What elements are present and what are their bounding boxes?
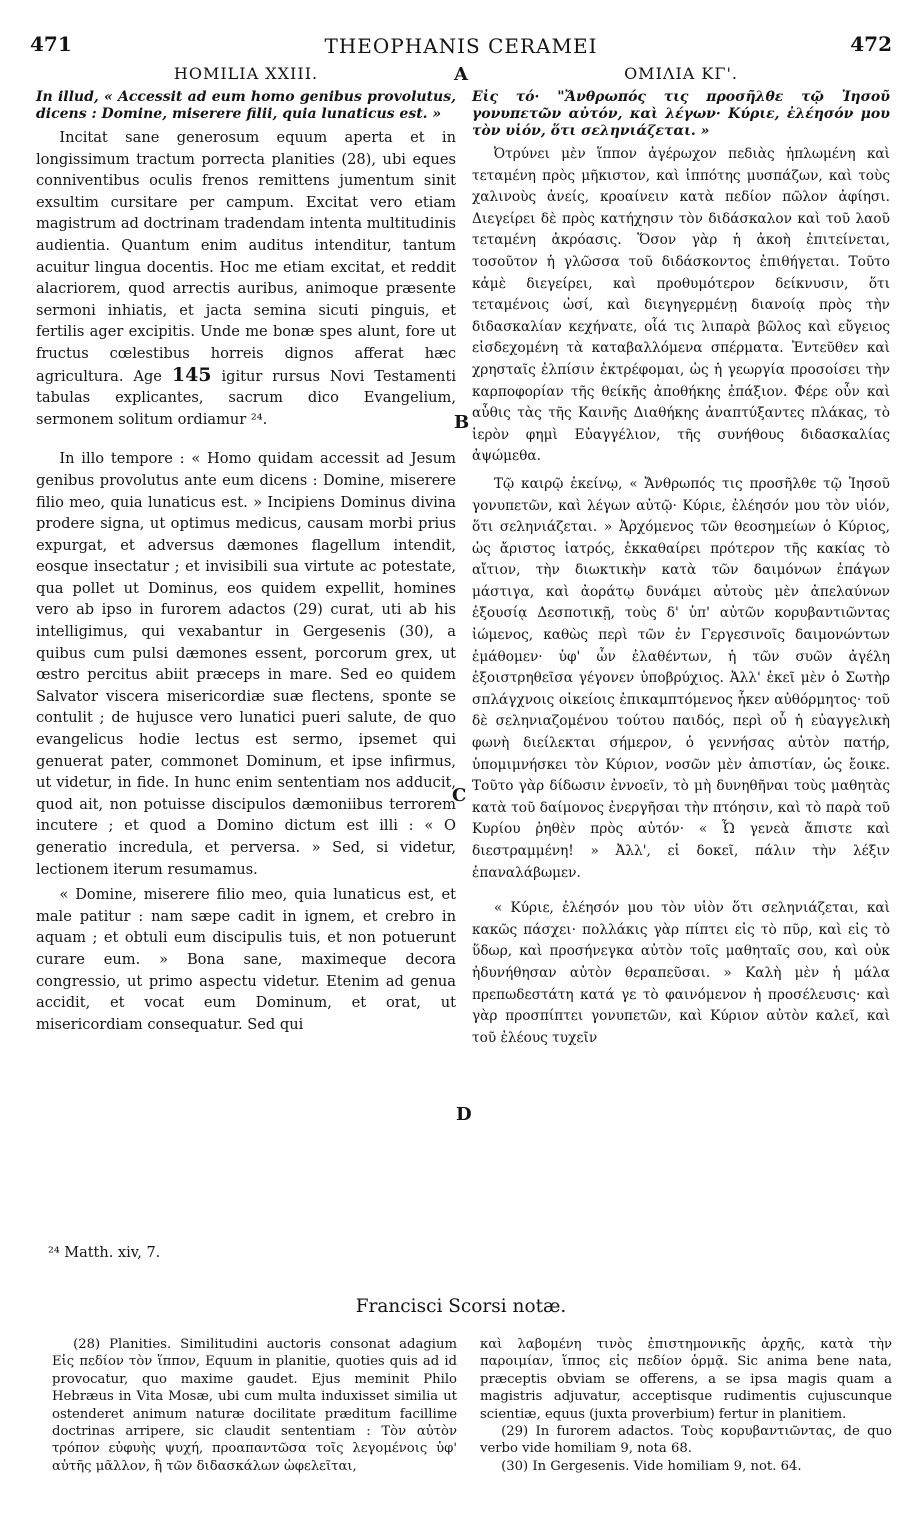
notes-title: Francisci Scorsi notæ.: [355, 1296, 567, 1317]
latin-column: [36, 64, 456, 1035]
greek-paragraph-3: « Κύριε, ἐλέησόν μου τὸν υἱὸν ὅτι σεληνιάζεται, καὶ κακῶς πάσχει· πολλάκις γὰρ πίπτει εἰς τὸ πῦρ, καὶ εἰς τὸ ὕδωρ, καὶ προσήνεγκα αὐτὸν τοῖς μαθηταῖς σου, καὶ οὐκ ἠδυνήθησαν αὐτὸν θεραπεῦσαι. » Καλὴ μὲν ἡ μάλα πρεπωδεστάτη κατά γε τὸ φαινόμενον ἡ προσέλευσις· καὶ γὰρ προσπίπτει γονυπετῶν, καὶ Κύριον αὐτὸν καλεῖ, καὶ τοῦ ἐλέους τυχεῖν: [472, 900, 890, 1046]
greek-paragraph-2: Τῷ καιρῷ ἐκείνῳ, « Ἄνθρωπός τις προσῆλθε τῷ Ἰησοῦ γονυπετῶν, καὶ λέγων αὐτῷ· Κύριε, ἐλέησόν μου τὸν υἱόν, ὅτι σεληνιάζεται. » Ἀρχόμενος τῶν θεοσημείων ὁ Κύριος, ὡς ἄριστος ἰατρός, ἐκκαθαίρει πρότερον τῆς κακίας τὸ αἴτιον, τὴν διωκτικὴν κατὰ τῶν δαιμόνων ἐπάγων μάστιγα, καὶ ἀοράτῳ δυνάμει αὐτοὺς μὲν ἀπελαύνων ἐξουσίᾳ Δεσποτικῇ, τοὺς δ' ὑπ' αὐτῶν κορυβαντιῶντας ἰώμενος, καθὼς περὶ τῶν ἐν Γεργεσινοῖς δαιμονώντων ἐμάθομεν· ὑφ' ὧν ἐλαθέντων, ἡ τῶν συῶν ἀγέλη ἐξοιστρηθεῖσα γέγονεν ὑποβρύχιος. Ἀλλ' ἐκεῖ μὲν ὁ Σωτὴρ σπλάγχνοις οἰκείοις ἐπικαμπτόμενος ἧκεν αὐθόρμητος· τοῦ δὲ σεληνιαζομένου τούτου παιδός, περὶ οὗ ἡ εὐαγγελικὴ φωνὴ διείλεκται σήμερον, ὁ γεννήσας αὐτὸν πατήρ, ὑπομιμνήσκει τὸν Κύριον, νοσῶν μὲν ἀπιστίαν, ὡς ἔοικε. Τοῦτο γὰρ δίδωσιν ἐννοεῖν, τὸ μὴ δυνηθῆναι τοὺς μαθητὰς κατὰ τοῦ δαίμονος ἐνεργῆσαι τὴν πτόησιν, καὶ τὸ παρὰ τοῦ Κυρίου ῥηθὲν πρὸς αὐτόν· « Ὦ γενεὰ ἄπιστε καὶ διεστραμμένη! » Ἀλλ', εἰ δοκεῖ, πάλιν τὴν λέξιν ἐπαναλάβωμεν.: [472, 475, 890, 881]
notes-left-column: [52, 1336, 457, 1475]
greek-homily-title: ΟΜΙΛΙΑ ΚΓ'.: [624, 64, 738, 83]
column-number: 145: [171, 363, 212, 386]
note-29: (29) In furorem adactos. Τοὺς κορυβαντιῶντας, de quo verbo vide homiliam 9, nota 68.: [480, 1424, 892, 1457]
greek-subhead: Εἰς τό· "Ἄνθρωπός τις προσῆλθε τῷ Ἰησοῦ γονυπετῶν αὐτόν, καὶ λέγων· Κύριε, ἐλέησόν μου τὸν υἱόν, ὅτι σεληνιάζεται. »: [472, 89, 890, 139]
note-28-continued: καὶ λαβομένη τινὸς ἐπιστημονικῆς ἀρχῆς, κατὰ τὴν παροιμίαν, ἵππος εἰς πεδίον ὁρμᾷ. Sic anima bene nata, præceptis obviam se offerens, a se ipsa magis quam a magistris adjuvatur, acceptisque rudimentis cujuscunque scientiæ, equus (juxta proverbium) fertur in planitiem.: [480, 1337, 892, 1422]
footnote: ²⁴ Matth. xiv, 7.: [48, 1245, 161, 1261]
marker-a: A: [454, 64, 468, 85]
page-number-left: 471: [30, 32, 72, 56]
running-title: THEOPHANIS CERAMEI: [324, 34, 598, 58]
latin-paragraph-3: « Domine, miserere filio meo, quia lunaticus est, et male patitur : nam sæpe cadit in ignem, et crebro in aquam ; et obtuli eum discipulis tuis, et non potuerunt curare eum. » Bona sane, maximeque decora congressio, ut primo aspectu videtur. Etenim ad genua accidit, et vocat eum Dominum, et orat, ut misericordiam consequatur. Sed qui: [36, 886, 456, 1033]
greek-paragraph-1: Ὀτρύνει μὲν ἵππον ἀγέρωχον πεδιὰς ἡπλωμένη καὶ τεταμένη πρὸς μῆκιστον, καὶ ἱππότης μυσπάζων, καὶ τοὺς χαλινοὺς ἀνείς, κροαίνειν κατὰ πεδίον πῶλον ἀφίησι. Διεγείρει δὲ πρὸς κατήχησιν τὸν διδάσκαλον καὶ τοῦ λαοῦ τεταμένη ἀκρόασις. Ὅσον γὰρ ἡ ἀκοὴ ἐπιτείνεται, τοσοῦτον ἡ γλῶσσα τοῦ διδάσκοντος ἐπιθήγεται. Τοῦτο κἀμὲ διεγείρει, καὶ προθυμότερον δείκνυσιν, ὅτι τεταμένοις ὠσί, καὶ διεγηγερμένῃ διανοίᾳ πρὸς τὴν διδασκαλίαν κεχήνατε, οἷά τις λιπαρὰ βῶλος καὶ εὔγειος εἰσδεχομένη τὰ καταβαλλόμενα σπέρματα. Ἐντεῦθεν καὶ χρησταῖς ἐλπίσιν ἐκτρέφομαι, ὡς ἡ γεωργία προσοίσει τὴν καρποφορίαν τῆς θείκῆς ἀποθήκης ἐπάξιον. Φέρε οὖν καὶ αὖθις τὰς τῆς Καινῆς Διαθήκης ἀναπτύξαντες πλάκας, τὸ ἱερὸν φημὶ Εὐαγγέλιον, τῆς συνήθους διδασκαλίας ἀψώμεθα.: [472, 146, 890, 465]
latin-homily-title: HOMILIA XXIII.: [173, 64, 319, 83]
latin-p1-text: Incitat sane generosum equum aperta et in longissimum tractum porrecta planities (28), ubi eques conniventibus oculis frenos remittens jumentum sinit exsultim cursitare per campum. Excitat vero etiam magistrum ad doctrinam tradendam intenta multitudinis audientia. Quantum enim auditus intenditur, tantum acuitur lingua docentis. Hoc me etiam excitat, et reddit alacriorem, quod arrectis auribus, animoque præsente sermoni inhiatis, et jacta semina sicuti pinguis, et fertilis ager excipitis. Unde me bonæ spes alunt, fore ut fructus cœlestibus horreis dignos afferat hæc agricultura. Age: [36, 129, 456, 385]
note-30: (30) In Gergesenis. Vide homiliam 9, not. 64.: [501, 1458, 802, 1474]
note-28: (28) Planities. Similitudini auctoris consonat adagium Εἰς πεδίον τὸν ἵππον, Equum in planitie, quoties quis ad id provocatur, quo maxime gaudet. Ejus meminit Philo Hebræus in Vita Mosæ, ubi cum multa induxisset similia ut ostenderet animum naturæ docilitate præditum facillime doctrinas arripere, sic claudit sententiam : Τὸν αὐτὸν τρόπον εὐφυὴς ψυχή, προαπαντῶσα τοῖς λεγομένοις ὑφ' αὑτῆς μᾶλλον, ἢ τῶν διδασκάλων ὠφελεῖται,: [52, 1337, 457, 1474]
greek-column: [472, 64, 890, 1049]
notes-right-column: [480, 1336, 892, 1475]
latin-p1-text-cont: igitur rursus Novi Testamenti tabulas explicantes, sacrum dico Evangelium, sermonem solitum ordiamur ²⁴.: [36, 367, 456, 428]
marker-c: C: [452, 785, 467, 806]
marker-d: D: [456, 1104, 472, 1125]
latin-paragraph-1: [36, 127, 456, 430]
marker-b: B: [454, 412, 470, 433]
page-number-right: 472: [850, 32, 892, 56]
latin-paragraph-2: In illo tempore : « Homo quidam accessit ad Jesum genibus provolutus ante eum dicens : Domine, miserere filio meo, quia lunaticus est. » Incipiens Dominus divina prodere signa, ut optimus medicus, causam morbi prius expurgat, et adversus dæmones flagellum intendit, eosque insectatur ; et invisibili sua virtute ac potestate, qua pollet ut Dominus, eos quidem expellit, homines vero ab ipso in furorem adactos (29) curat, uti ab his intelligimus, qui vexabantur in Gergesenis (30), a quibus cum pulsi dæmones essent, porcorum grex, ut œstro percitus abiit præceps in mare. Sed eo quidem Salvator viscera misericordiæ suæ flectens, sponte se contulit ; de hujusce vero lunatici pueri salute, de quo evangelicus hodie lectus est sermo, ipsemet qui genuerat pater, commonet Dominum, et ipse infirmus, ut videtur, in fide. In hunc enim sententiam nos adducit, quod ait, non potuisse discipulos dæmoniibus terrorem incutere ; et quod a Domino dictum est illi : « O generatio incredula, et perversa. » Sed, si videtur, lectionem iterum resumamus.: [36, 450, 456, 878]
latin-subhead: In illud, « Accessit ad eum homo genibus provolutus, dicens : Domine, miserere filii, quia lunaticus est. »: [36, 89, 456, 122]
